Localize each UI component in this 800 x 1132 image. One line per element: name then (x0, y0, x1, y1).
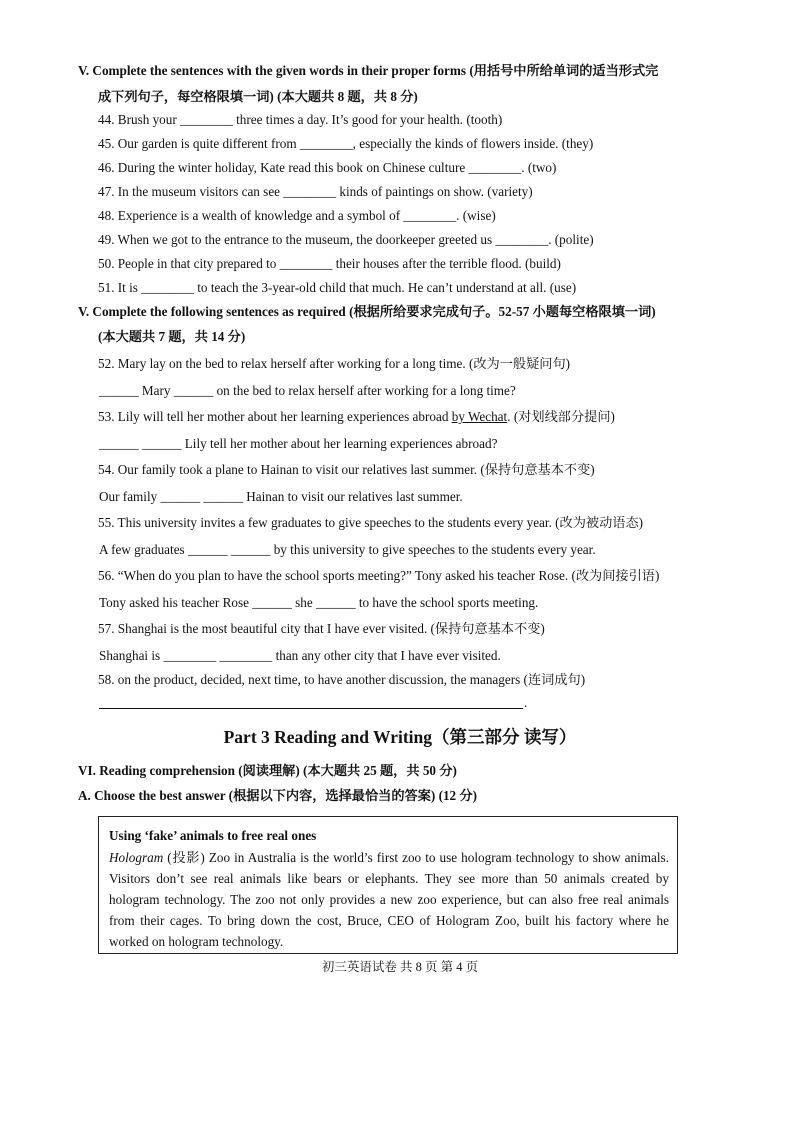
question-55: 55. This university invites a few graduates to give speeches to the students every year. (改为被动语态) (98, 515, 644, 530)
answer-56: Tony asked his teacher Rose ______ she ______ to have the school sports meeting. (99, 595, 539, 610)
question-53-underlined: by Wechat (451, 409, 508, 424)
answer-58-line (99, 708, 523, 709)
question-49: 49. When we got to the entrance to the museum, the doorkeeper greeted us ________. (polite) (98, 232, 594, 247)
question-53-text-before: 53. Lily will tell her mother about her learning experiences abroad (98, 409, 452, 424)
section-5b-heading-line2: (本大题共 7 题，共 14 分) (98, 329, 246, 344)
question-57: 57. Shanghai is the most beautiful city that I have ever visited. (保持句意基本不变) (98, 621, 545, 636)
section-5a-heading-line1: V. Complete the sentences with the given words in their proper forms (用括号中所给单词的适当形式完 (78, 63, 659, 78)
page-footer: 初三英语试卷 共 8 页 第 4 页 (321, 960, 479, 974)
answer-53: ______ ______ Lily tell her mother about her learning experiences abroad? (99, 436, 498, 451)
question-50: 50. People in that city prepared to ________ their houses after the terrible flood. (build) (98, 256, 561, 271)
question-53 (98, 408, 615, 426)
passage-body (109, 847, 669, 952)
question-47: 47. In the museum visitors can see ________ kinds of paintings on show. (variety) (98, 184, 533, 199)
question-53-text-after: . (对划线部分提问) (507, 409, 615, 424)
question-54: 54. Our family took a plane to Hainan to visit our relatives last summer. (保持句意基本不变) (98, 462, 595, 477)
question-44: 44. Brush your ________ three times a day. It’s good for your health. (tooth) (98, 112, 503, 127)
passage-title: Using ‘fake’ animals to free real ones (109, 828, 317, 843)
passage-text: (投影) Zoo in Australia is the world’s first zoo to use hologram technology to show animals. Visitors don’t see real animals like bears or elephants. They see more than 50 animals created by hologram technology. The zoo not only provides a new zoo experience, but can also free real animals from their cages. To bring down the cost, Bruce, CEO of Hologram Zoo, built his factory where he worked on hologram technology. (109, 850, 669, 949)
question-51: 51. It is ________ to teach the 3-year-old child that much. He can’t understand at all. (use) (98, 280, 577, 295)
section-5b-heading-line1: V. Complete the following sentences as required (根据所给要求完成句子。52-57 小题每空格限填一词) (78, 304, 656, 319)
answer-55: A few graduates ______ ______ by this university to give speeches to the students every year. (99, 542, 596, 557)
reading-passage-box (98, 816, 678, 954)
part-3-title: Part 3 Reading and Writing（第三部分 读写） (223, 727, 577, 747)
section-a-heading: A. Choose the best answer (根据以下内容，选择最恰当的答案) (12 分) (78, 788, 478, 803)
question-58: 58. on the product, decided, next time, to have another discussion, the managers (连词成句) (98, 672, 586, 687)
answer-54: Our family ______ ______ Hainan to visit our relatives last summer. (99, 489, 463, 504)
section-5a-heading-line2: 成下列句子，每空格限填一词) (本大题共 8 题，共 8 分) (98, 89, 418, 104)
answer-57: Shanghai is ________ ________ than any other city that I have ever visited. (99, 648, 501, 663)
question-48: 48. Experience is a wealth of knowledge and a symbol of ________. (wise) (98, 208, 496, 223)
question-52: 52. Mary lay on the bed to relax herself after working for a long time. (改为一般疑问句) (98, 356, 571, 371)
question-45: 45. Our garden is quite different from ________, especially the kinds of flowers inside. (they) (98, 136, 594, 151)
question-46: 46. During the winter holiday, Kate read this book on Chinese culture ________. (two) (98, 160, 557, 175)
answer-52: ______ Mary ______ on the bed to relax herself after working for a long time? (99, 383, 516, 398)
answer-58-period: . (524, 695, 528, 710)
section-6-heading: VI. Reading comprehension (阅读理解) (本大题共 25 题，共 50 分) (78, 763, 457, 778)
question-56: 56. “When do you plan to have the school sports meeting?” Tony asked his teacher Rose. (改为间接引语) (98, 568, 660, 583)
passage-first-word: Hologram (109, 850, 164, 865)
